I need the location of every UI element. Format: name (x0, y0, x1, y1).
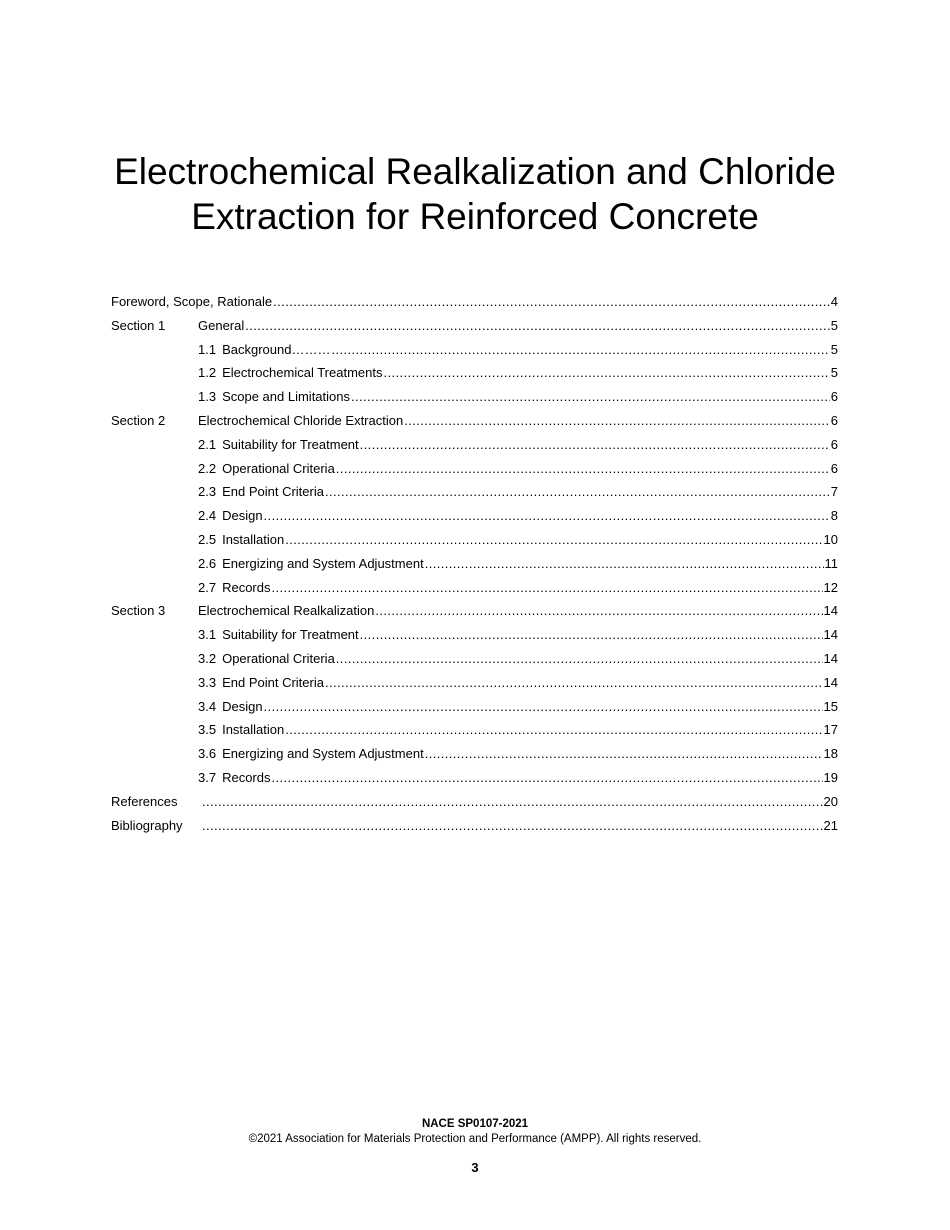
toc-dot-leader (264, 504, 830, 528)
toc-entry-2-1[interactable] (111, 433, 838, 457)
toc-page-number: 6 (830, 436, 838, 452)
toc-page-number: 14 (823, 627, 838, 643)
toc-section-label: References (111, 793, 178, 809)
copyright-notice: ©2021 Association for Materials Protection and Performance (AMPP). All rights reserved. (248, 1133, 702, 1145)
toc-page-number: 6 (830, 389, 838, 405)
toc-dot-leader (285, 718, 822, 742)
toc-entry-3-5[interactable] (111, 718, 838, 742)
toc-entry-foreword[interactable] (111, 290, 838, 314)
toc-entry-number: 3.7 (198, 769, 217, 785)
toc-entry-number: 2.5 (198, 531, 217, 547)
toc-entry-3-4[interactable] (111, 695, 838, 719)
toc-dot-leader (202, 814, 823, 838)
toc-dot-leader (325, 671, 823, 695)
toc-entry-number: 2.7 (198, 579, 217, 595)
toc-entry-text: Suitability for Treatment (222, 627, 359, 643)
toc-entry-number: 1.2 (198, 365, 217, 381)
toc-page-number: 19 (823, 769, 838, 785)
page-footer (0, 1117, 950, 1147)
toc-entry-3-1[interactable] (111, 623, 838, 647)
toc-dot-leader (202, 790, 823, 814)
toc-page-number: 14 (823, 603, 838, 619)
toc-entry-3-7[interactable] (111, 766, 838, 790)
toc-dot-leader (273, 290, 830, 314)
toc-dot-leader (360, 433, 830, 457)
toc-entry-text: Scope and Limitations (222, 389, 350, 405)
toc-entry-number: 3.1 (198, 627, 217, 643)
toc-entry-text: Energizing and System Adjustment (222, 746, 424, 762)
toc-entry-text: End Point Criteria (222, 484, 324, 500)
title-line-1: Electrochemical Realkalization and Chloride (114, 150, 836, 192)
toc-dot-leader (285, 528, 822, 552)
toc-entry-3-2[interactable] (111, 647, 838, 671)
toc-entry-references[interactable] (111, 790, 838, 814)
toc-entry-number: 2.3 (198, 484, 217, 500)
toc-entry-number: 2.4 (198, 508, 217, 524)
toc-page-number: 8 (830, 508, 838, 524)
toc-entry-text: Electrochemical Treatments (222, 365, 383, 381)
toc-entry-text: End Point Criteria (222, 674, 324, 690)
toc-dot-leader (331, 338, 829, 362)
toc-entry-text: Operational Criteria (222, 460, 335, 476)
toc-dot-leader (264, 695, 823, 719)
toc-entry-section-2[interactable] (111, 409, 838, 433)
table-of-contents (111, 290, 838, 837)
toc-entry-number: 2.6 (198, 555, 217, 571)
toc-entry-3-6[interactable] (111, 742, 838, 766)
toc-entry-number: 2.2 (198, 460, 217, 476)
toc-entry-1-1[interactable] (111, 338, 838, 362)
toc-section-label: Section 2 (111, 412, 166, 428)
toc-page-number: 7 (830, 484, 838, 500)
toc-page-number: 6 (830, 412, 838, 428)
toc-entry-text: Suitability for Treatment (222, 436, 359, 452)
toc-entry-text: Installation (222, 722, 285, 738)
toc-page-number: 11 (824, 555, 838, 571)
toc-entry-text: Background……… (222, 341, 331, 357)
toc-section-label: Section 3 (111, 603, 166, 619)
toc-entry-bibliography[interactable] (111, 814, 838, 838)
toc-dot-leader (325, 480, 830, 504)
toc-entry-number: 2.1 (198, 436, 217, 452)
toc-entry-2-6[interactable] (111, 552, 838, 576)
document-title (60, 149, 890, 239)
toc-entry-section-3[interactable] (111, 599, 838, 623)
toc-page-number: 5 (830, 341, 838, 357)
toc-page-number: 21 (823, 817, 838, 833)
toc-entry-number: 1.1 (198, 341, 217, 357)
toc-entry-2-5[interactable] (111, 528, 838, 552)
toc-entry-number: 1.3 (198, 389, 217, 405)
toc-dot-leader (425, 742, 823, 766)
toc-page-number: 17 (823, 722, 838, 738)
toc-dot-leader (336, 647, 823, 671)
toc-entry-text: General (198, 317, 245, 333)
toc-entry-text: Design (222, 698, 263, 714)
toc-entry-1-2[interactable] (111, 361, 838, 385)
toc-dot-leader (272, 766, 823, 790)
toc-page-number: 6 (830, 460, 838, 476)
toc-page-number: 12 (823, 579, 838, 595)
toc-page-number: 14 (823, 650, 838, 666)
toc-entry-2-3[interactable] (111, 480, 838, 504)
toc-entry-text: Operational Criteria (222, 650, 335, 666)
toc-page-number: 20 (823, 793, 838, 809)
toc-entry-number: 3.3 (198, 674, 217, 690)
toc-entry-text: Energizing and System Adjustment (222, 555, 424, 571)
toc-page-number: 5 (830, 365, 838, 381)
toc-dot-leader (383, 361, 829, 385)
toc-dot-leader (360, 623, 823, 647)
toc-entry-text: Installation (222, 531, 285, 547)
toc-page-number: 10 (823, 531, 838, 547)
toc-entry-text: Electrochemical Chloride Extraction (198, 412, 404, 428)
toc-entry-2-7[interactable] (111, 576, 838, 600)
toc-dot-leader (336, 457, 830, 481)
toc-entry-number: 3.4 (198, 698, 217, 714)
toc-entry-number: 3.5 (198, 722, 217, 738)
toc-entry-section-1[interactable] (111, 314, 838, 338)
toc-entry-text: Records (222, 769, 271, 785)
toc-dot-leader (404, 409, 830, 433)
toc-dot-leader (351, 385, 830, 409)
toc-entry-number: 3.6 (198, 746, 217, 762)
toc-dot-leader (272, 576, 823, 600)
toc-entry-text: Electrochemical Realkalization (198, 603, 375, 619)
toc-entry-3-3[interactable] (111, 671, 838, 695)
standard-code: NACE SP0107-2021 (421, 1118, 529, 1130)
toc-dot-leader (245, 314, 830, 338)
toc-entry-2-2[interactable] (111, 457, 838, 481)
toc-entry-text: Records (222, 579, 271, 595)
toc-entry-number: 3.2 (198, 650, 217, 666)
toc-entry-1-3[interactable] (111, 385, 838, 409)
toc-page-number: 18 (823, 746, 838, 762)
toc-page-number: 14 (823, 674, 838, 690)
title-line-2: Extraction for Reinforced Concrete (191, 195, 759, 237)
toc-section-label: Bibliography (111, 817, 183, 833)
toc-page-number: 4 (830, 294, 838, 309)
toc-entry-text: Design (222, 508, 263, 524)
toc-section-label: Section 1 (111, 317, 166, 333)
toc-dot-leader (375, 599, 822, 623)
toc-dot-leader (425, 552, 824, 576)
toc-entry-text: Foreword, Scope, Rationale (111, 294, 273, 309)
toc-page-number: 15 (823, 698, 838, 714)
toc-entry-2-4[interactable] (111, 504, 838, 528)
toc-page-number: 5 (830, 317, 838, 333)
page-number: 3 (471, 1160, 479, 1175)
